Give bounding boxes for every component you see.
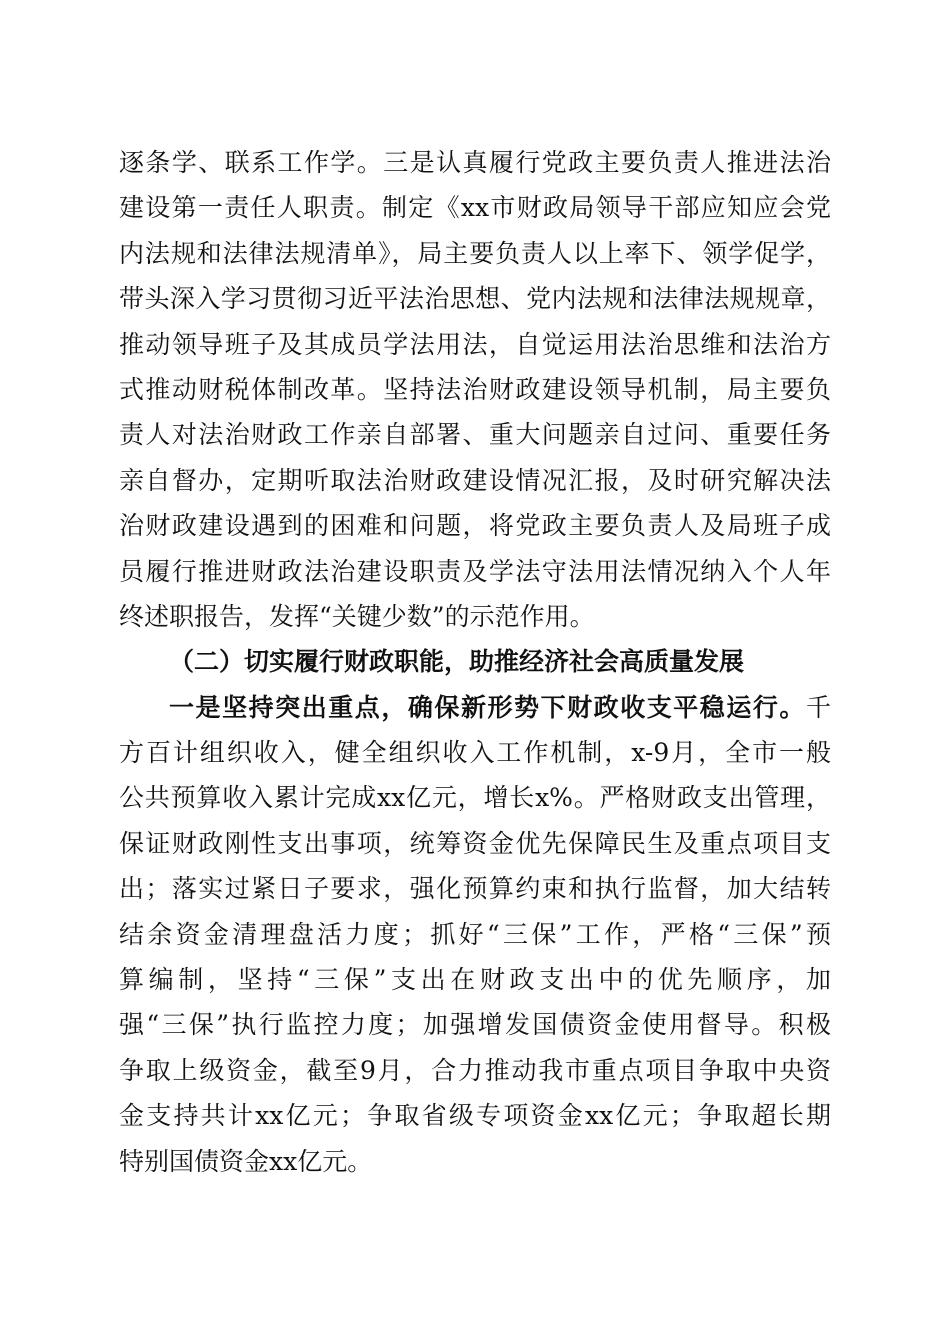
text-line: 逐条学、联系工作学。三是认真履行党政主要负责人推进法治 (119, 148, 831, 177)
text-run: 千 (805, 692, 831, 722)
text-line: 带头深入学习贯彻习近平法治思想、党内法规和法律法规规章， (119, 284, 831, 314)
text-line: 建设第一责任人职责。制定《xx市财政局领导干部应知应会党 (119, 193, 831, 223)
paragraph-1 (119, 140, 831, 639)
text-line: 式推动财税体制改革。坚持法治财政建设领导机制，局主要负 (119, 374, 831, 404)
text-line-first (119, 685, 831, 730)
text-line: 治财政建设遇到的困难和问题，将党政主要负责人及局班子成 (119, 511, 831, 541)
text-line: 争取上级资金，截至9月，合力推动我市重点项目争取中央资 (119, 1055, 831, 1085)
paragraph-2 (119, 685, 831, 1184)
text-line: 员履行推进财政法治建设职责及学法守法用法情况纳入个人年 (119, 556, 831, 586)
text-line: 强“三保”执行监控力度；加强增发国债资金使用督导。积极 (119, 1010, 831, 1040)
text-line: 公共预算收入累计完成xx亿元，增长x%。严格财政支出管理， (119, 783, 831, 813)
bold-lead-sentence: 一是坚持突出重点，确保新形势下财政收支平稳运行。 (169, 692, 806, 722)
text-line: 亲自督办，定期听取法治财政建设情况汇报，及时研究解决法 (119, 465, 831, 495)
text-line: 内法规和法律法规清单》，局主要负责人以上率下、领学促学， (119, 238, 831, 268)
text-line: 推动领导班子及其成员学法用法，自觉运用法治思维和法治方 (119, 329, 831, 359)
section-heading: （二）切实履行财政职能，助推经济社会高质量发展 (169, 647, 745, 677)
text-line: 金支持共计xx亿元；争取省级专项资金xx亿元；争取超长期 (119, 1101, 831, 1131)
text-line: 结余资金清理盘活力度；抓好“三保”工作，严格“三保”预 (119, 919, 831, 949)
text-line: 算编制，坚持“三保”支出在财政支出中的优先顺序，加 (119, 965, 831, 995)
text-line: 终述职报告，发挥“关键少数”的示范作用。 (119, 601, 595, 631)
text-line: 保证财政刚性支出事项，统筹资金优先保障民生及重点项目支 (119, 828, 831, 858)
document-body (119, 140, 831, 1184)
text-line: 方百计组织收入，健全组织收入工作机制，x-9月，全市一般 (119, 738, 831, 768)
text-line: 出；落实过紧日子要求，强化预算约束和执行监督，加大结转 (119, 874, 831, 904)
text-line: 特别国债资金xx亿元。 (119, 1146, 373, 1176)
text-line: 责人对法治财政工作亲自部署、重大问题亲自过问、重要任务 (119, 420, 831, 450)
